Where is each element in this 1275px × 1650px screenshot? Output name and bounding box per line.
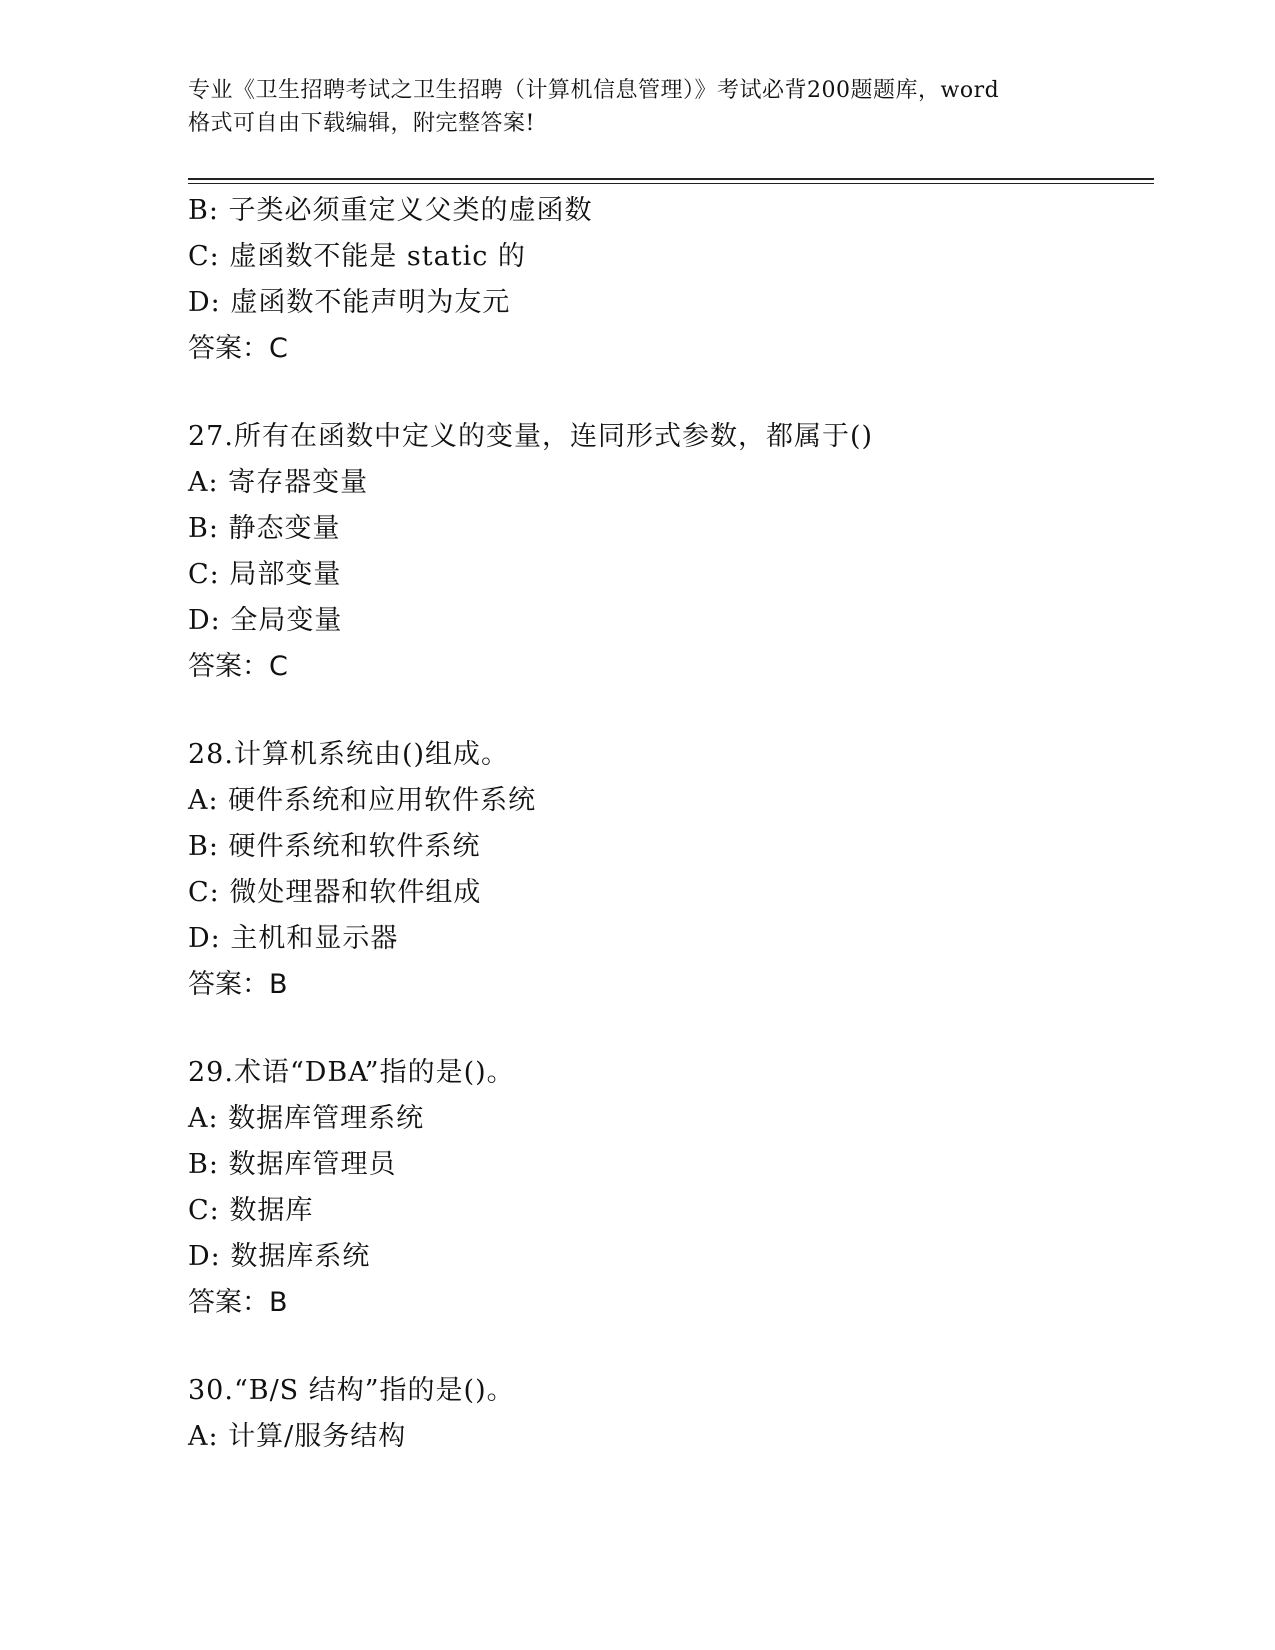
question-text: 29.术语“DBA”指的是()。 — [188, 1057, 515, 1088]
answer-label: 答案：B — [188, 969, 288, 1000]
option-a: A: 硬件系统和应用软件系统 — [188, 785, 537, 816]
option-b: B: 静态变量 — [188, 513, 341, 544]
answer-label: 答案：B — [188, 1287, 288, 1318]
question-text: 27.所有在函数中定义的变量，连同形式参数，都属于() — [188, 421, 874, 452]
question-block-27 — [188, 414, 1148, 690]
question-list — [188, 188, 1148, 1460]
option-c: C: 微处理器和软件组成 — [188, 877, 482, 908]
option-b: B: 子类必须重定义父类的虚函数 — [188, 195, 593, 226]
option-a: A: 寄存器变量 — [188, 467, 369, 498]
option-c: C: 虚函数不能是 static 的 — [188, 241, 526, 272]
option-b: B: 数据库管理员 — [188, 1149, 397, 1180]
option-c: C: 局部变量 — [188, 559, 342, 590]
option-d: D: 虚函数不能声明为友元 — [188, 287, 511, 318]
option-d: D: 全局变量 — [188, 605, 343, 636]
header-line-1: 专业《卫生招聘考试之卫生招聘（计算机信息管理）》考试必背200题题库，word — [188, 78, 1000, 103]
answer-label: 答案：C — [188, 333, 288, 364]
option-a: A: 计算/服务结构 — [188, 1421, 407, 1452]
question-text: 30.“B/S 结构”指的是()。 — [188, 1375, 515, 1406]
header-divider-thin — [188, 183, 1154, 184]
header-line-2: 格式可自由下载编辑，附完整答案! — [188, 111, 535, 136]
option-d: D: 数据库系统 — [188, 1241, 371, 1272]
option-b: B: 硬件系统和软件系统 — [188, 831, 481, 862]
question-block-29 — [188, 1050, 1148, 1326]
answer-label: 答案：C — [188, 651, 288, 682]
question-block-26 — [188, 188, 1148, 372]
question-block-30 — [188, 1368, 1148, 1460]
option-d: D: 主机和显示器 — [188, 923, 399, 954]
option-c: C: 数据库 — [188, 1195, 314, 1226]
question-text: 28.计算机系统由()组成。 — [188, 739, 510, 770]
document-header — [188, 74, 1088, 140]
header-divider-thick — [188, 178, 1154, 180]
question-block-28 — [188, 732, 1148, 1008]
option-a: A: 数据库管理系统 — [188, 1103, 425, 1134]
